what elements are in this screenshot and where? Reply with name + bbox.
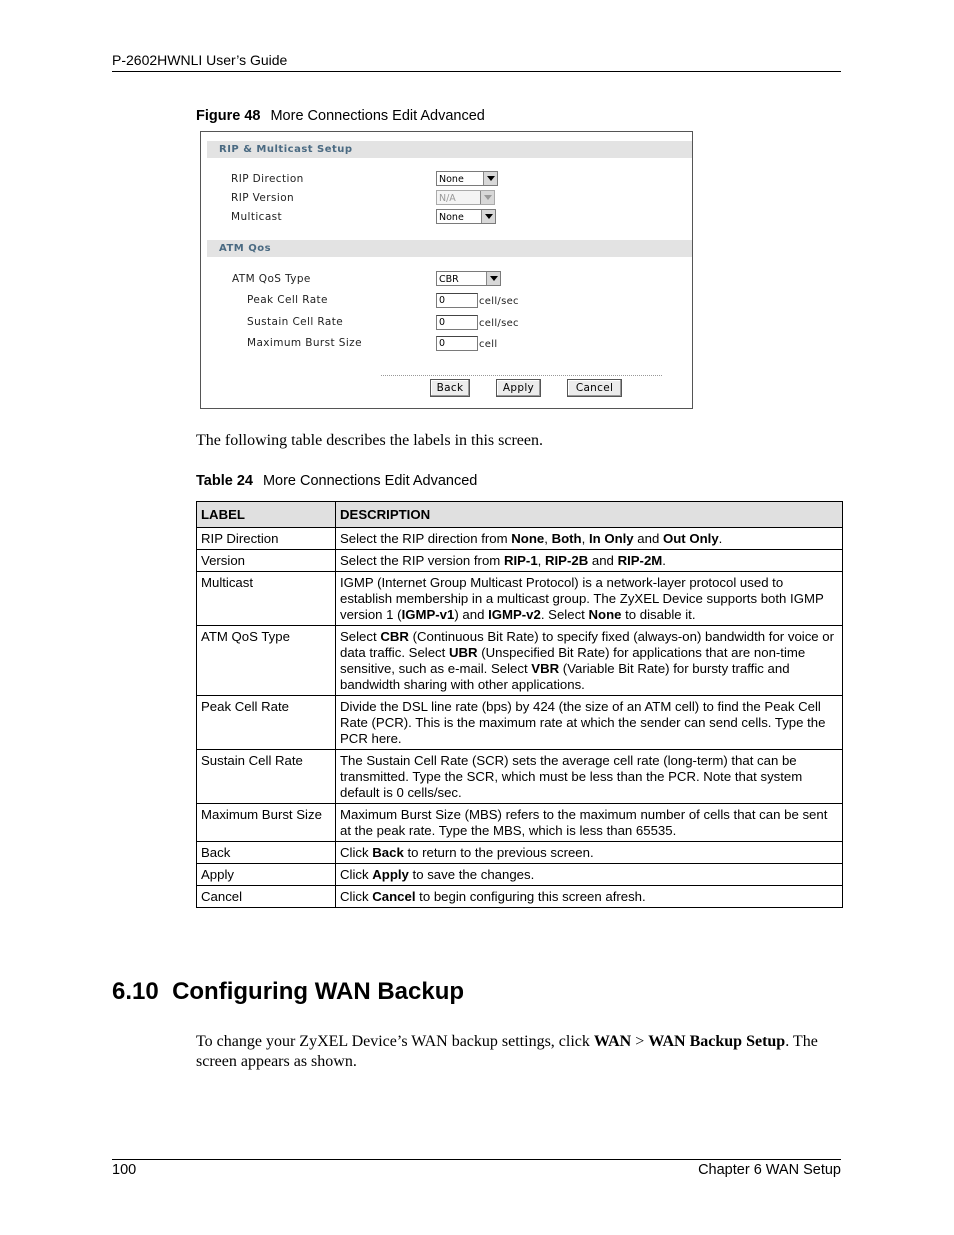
para-bold-wan-backup-setup: WAN Backup Setup <box>648 1033 786 1050</box>
page-header-title: P-2602HWNLI User’s Guide <box>112 52 288 68</box>
row-description: Click Cancel to begin configuring this screen afresh. <box>336 886 843 908</box>
row-label: Apply <box>197 864 336 886</box>
row-description: The Sustain Cell Rate (SCR) sets the average cell rate (long-term) that can be transmitted. Type the SCR, which must be less than the PCR. Note that system default is 0 cells/sec. <box>336 750 843 804</box>
table-title: More Connections Edit Advanced <box>262 473 478 489</box>
intro-text: The following table describes the labels in this screen. <box>196 432 544 449</box>
atm-qos-type-label: ATM QoS Type <box>232 273 311 285</box>
para-text: To change your ZyXEL Device’s WAN backup settings, click <box>196 1033 594 1050</box>
table-row <box>197 550 843 572</box>
atm-qos-type-select[interactable] <box>436 271 501 286</box>
row-description: Select the RIP direction from None, Both, In Only and Out Only. <box>336 528 843 550</box>
table-row <box>197 864 843 886</box>
cancel-button[interactable]: Cancel <box>567 379 622 397</box>
table-row <box>197 626 843 696</box>
row-label: Maximum Burst Size <box>197 804 336 842</box>
chevron-down-icon <box>480 191 494 204</box>
figure-number: Figure 48 <box>196 108 261 124</box>
multicast-value: None <box>439 212 464 223</box>
row-label: Cancel <box>197 886 336 908</box>
section-title: Configuring WAN Backup <box>172 978 465 1005</box>
peak-cell-rate-unit: cell/sec <box>479 296 519 307</box>
row-label: Version <box>197 550 336 572</box>
page-number: 100 <box>112 1162 137 1178</box>
header-rule <box>112 71 841 72</box>
rip-direction-select[interactable] <box>436 171 498 186</box>
section-paragraph <box>196 1032 846 1072</box>
table-number: Table 24 <box>196 473 253 489</box>
max-burst-size-label: Maximum Burst Size <box>247 337 362 349</box>
row-label: Multicast <box>197 572 336 626</box>
row-label: ATM QoS Type <box>197 626 336 696</box>
sustain-cell-rate-unit: cell/sec <box>479 318 519 329</box>
max-burst-size-input[interactable]: 0 <box>436 336 478 351</box>
chevron-down-icon <box>483 172 497 185</box>
back-button[interactable]: Back <box>430 379 470 397</box>
footer-chapter: Chapter 6 WAN Setup <box>698 1162 841 1178</box>
footer-rule <box>112 1159 841 1160</box>
rip-direction-value: None <box>439 174 464 185</box>
row-description: Select CBR (Continuous Bit Rate) to specify fixed (always-on) bandwidth for voice or data traffic. Select UBR (Unspecified Bit Rate) for applications that are non-time sensitive, such as e-mail. Select VBR (Variable Bit Rate) for bursty traffic and bandwidth sharing with other applications. <box>336 626 843 696</box>
chevron-down-icon <box>486 272 500 285</box>
table-row <box>197 750 843 804</box>
apply-button[interactable]: Apply <box>496 379 541 397</box>
row-description: Click Apply to save the changes. <box>336 864 843 886</box>
row-label: RIP Direction <box>197 528 336 550</box>
row-description: IGMP (Internet Group Multicast Protocol) is a network-layer protocol used to establish membership in a multicast group. The ZyXEL Device supports both IGMP version 1 (IGMP-v1) and IGMP-v2. Select None to disable it. <box>336 572 843 626</box>
rip-version-value: N/A <box>439 193 456 204</box>
row-label: Sustain Cell Rate <box>197 750 336 804</box>
peak-cell-rate-label: Peak Cell Rate <box>247 294 328 306</box>
dotted-divider <box>381 375 662 376</box>
multicast-select[interactable] <box>436 209 496 224</box>
sustain-cell-rate-input[interactable]: 0 <box>436 315 478 330</box>
table-row <box>197 696 843 750</box>
multicast-label: Multicast <box>231 211 283 223</box>
max-burst-size-unit: cell <box>479 339 498 350</box>
para-text: > <box>631 1033 649 1050</box>
chevron-down-icon <box>481 210 495 223</box>
atm-qos-type-value: CBR <box>439 274 459 285</box>
peak-cell-rate-input[interactable]: 0 <box>436 293 478 308</box>
table-caption <box>196 473 477 489</box>
label-column-header: LABEL <box>197 502 336 528</box>
section-header-rip: RIP & Multicast Setup <box>207 141 692 158</box>
table-header-row <box>197 502 843 528</box>
rip-version-select[interactable] <box>436 190 495 205</box>
section-heading <box>112 978 464 1006</box>
table-row <box>197 842 843 864</box>
row-description: Divide the DSL line rate (bps) by 424 (the size of an ATM cell) to find the Peak Cell Rate (PCR). This is the maximum rate at which the sender can send cells. Type the PCR here. <box>336 696 843 750</box>
table-row <box>197 804 843 842</box>
figure-caption <box>196 108 485 124</box>
figure-title: More Connections Edit Advanced <box>270 108 485 124</box>
row-description: Click Back to return to the previous screen. <box>336 842 843 864</box>
row-description: Select the RIP version from RIP-1, RIP-2B and RIP-2M. <box>336 550 843 572</box>
label-description-table <box>196 501 843 908</box>
row-label: Peak Cell Rate <box>197 696 336 750</box>
para-text: . The screen appears as shown. <box>196 1033 818 1070</box>
screenshot-panel <box>200 131 693 409</box>
description-column-header: DESCRIPTION <box>336 502 843 528</box>
row-label: Back <box>197 842 336 864</box>
table-row <box>197 572 843 626</box>
rip-direction-label: RIP Direction <box>231 173 304 185</box>
section-header-atm: ATM Qos <box>207 240 692 257</box>
rip-version-label: RIP Version <box>231 192 295 204</box>
section-number: 6.10 <box>112 978 159 1005</box>
table-row <box>197 528 843 550</box>
row-description: Maximum Burst Size (MBS) refers to the maximum number of cells that can be sent at the peak rate. Type the MBS, which is less than 65535. <box>336 804 843 842</box>
para-bold-wan: WAN <box>593 1033 632 1050</box>
table-row <box>197 886 843 908</box>
sustain-cell-rate-label: Sustain Cell Rate <box>247 316 344 328</box>
